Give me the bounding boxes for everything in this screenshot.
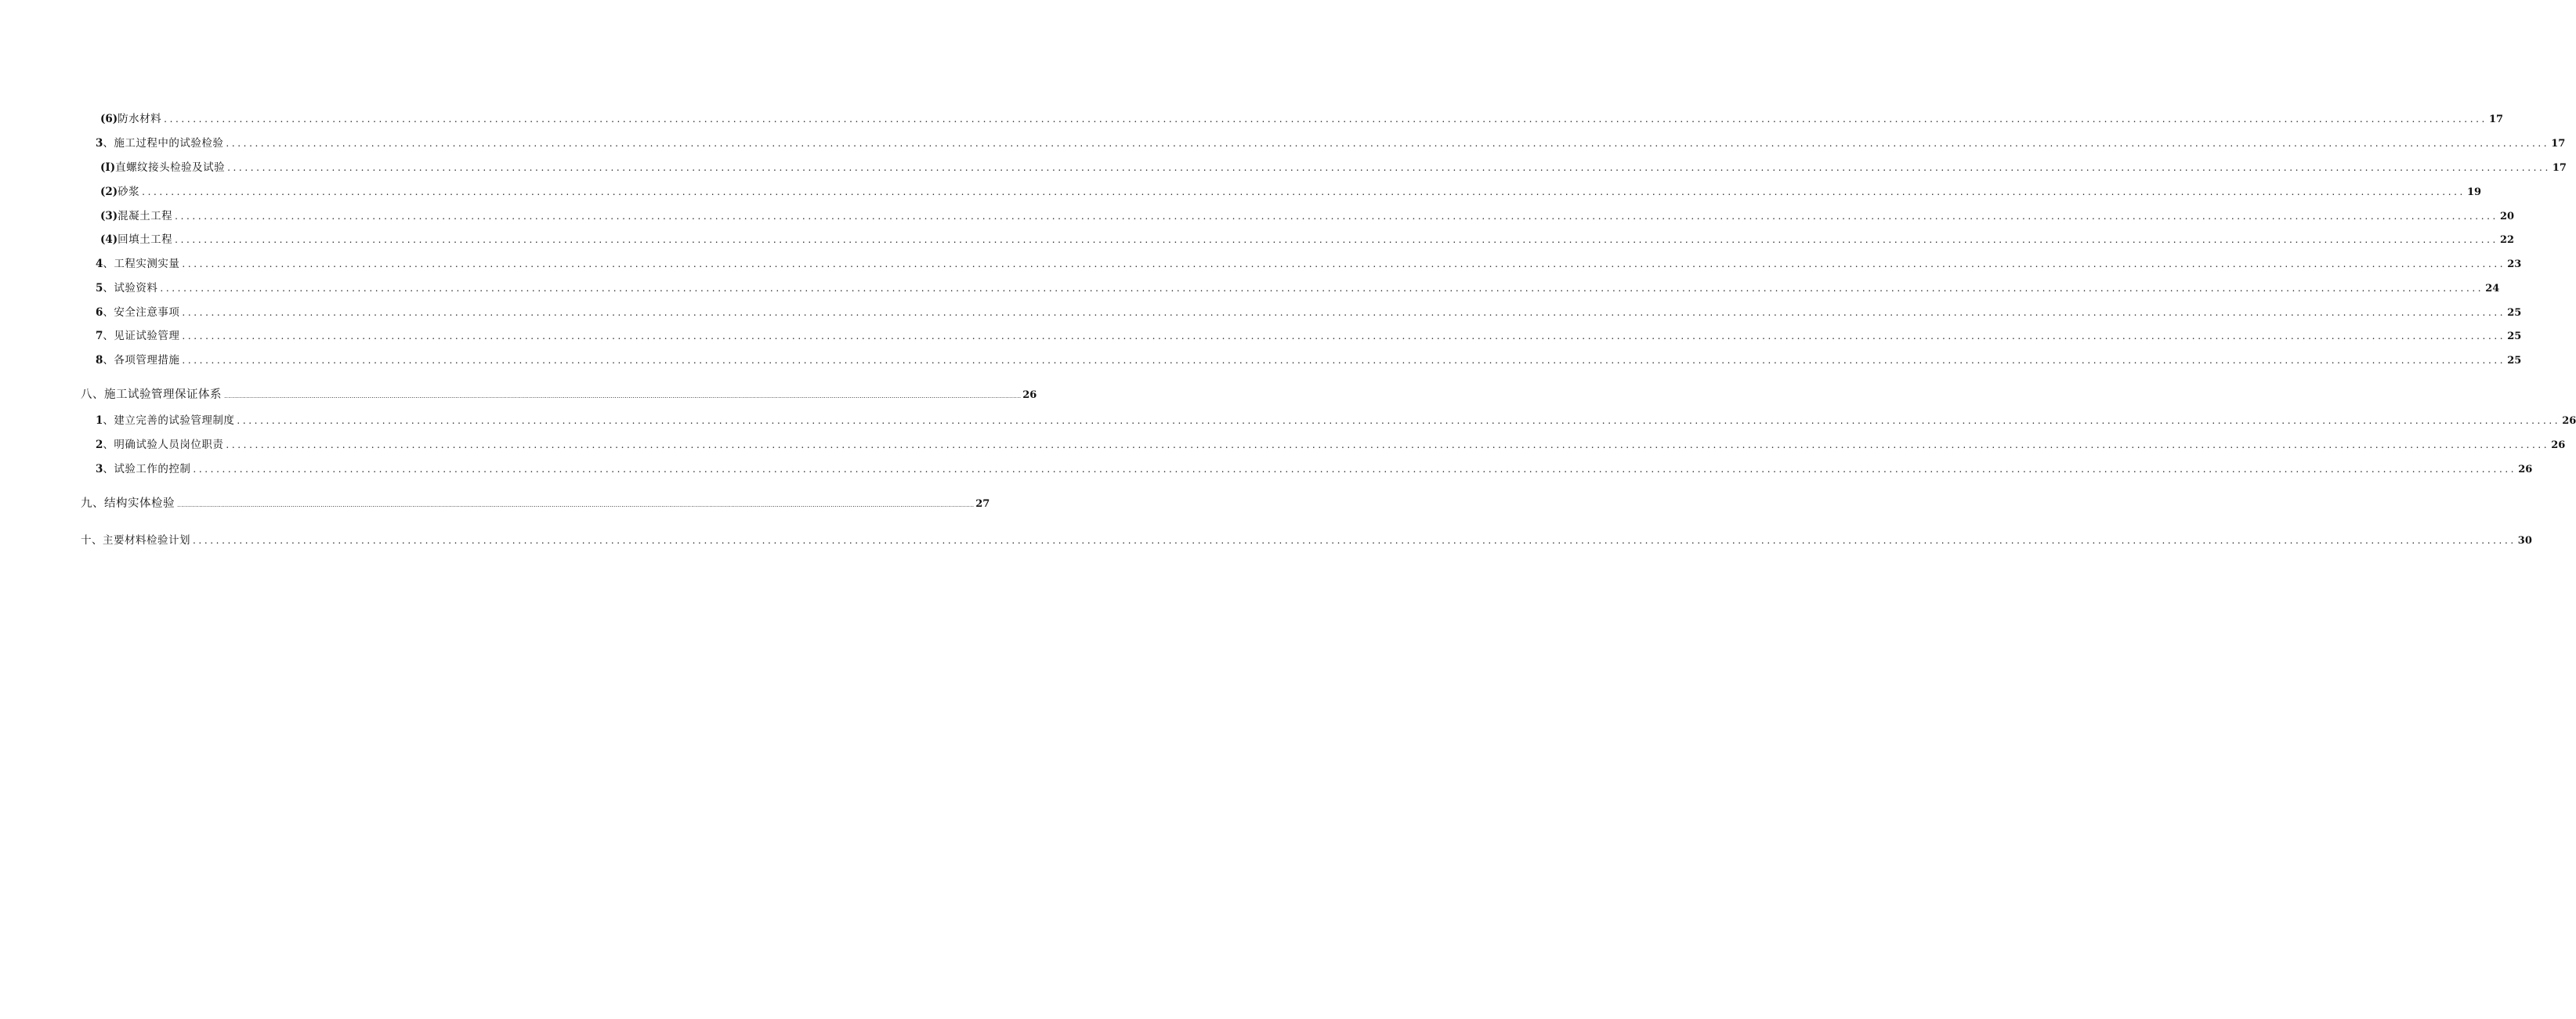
toc-entry-title: 、试验工作的控制: [103, 463, 191, 475]
toc-entry[interactable]: [96, 135, 2566, 152]
toc-entry-page: 30: [2517, 535, 2532, 547]
toc-entry-title: 回填土工程: [118, 233, 173, 246]
toc-entry-number: 3: [96, 137, 103, 150]
toc-entry-number: 6: [96, 306, 103, 319]
toc-entry-page: 26: [2518, 464, 2533, 475]
toc-entry-title: 、工程实测实量: [103, 258, 180, 270]
toc-entry-page: 25: [2507, 307, 2522, 319]
toc-entry-number: (6): [100, 113, 118, 125]
dot-leader: ................................................................................................................................................................................................................................................................................................................................................................................................................: [227, 162, 2551, 173]
toc-entry-number: (4): [100, 233, 118, 246]
dot-leader: ................................................................................................................................................................................................................................................................................................................................................................................................................: [237, 415, 2561, 426]
dot-leader: ................................................................................................................................................................................................................................................................................................................................................................................................................: [182, 307, 2506, 318]
toc-entry[interactable]: [96, 255, 2522, 273]
dot-leader: ................................................................................................................................................................................................................................................................................................................................................................................................................: [160, 283, 2484, 294]
toc-entry-page: 20: [2499, 211, 2515, 222]
toc-entry-page: 17: [2551, 138, 2566, 150]
toc-entry-title: 砂浆: [118, 186, 140, 198]
toc-entry-title: 混凝土工程: [118, 210, 173, 222]
toc-entry[interactable]: [96, 280, 2500, 297]
toc-entry-title: 、各项管理措施: [103, 354, 180, 367]
toc-entry-number: 1: [96, 414, 103, 427]
toc-entry-title: 、建立完善的试验管理制度: [103, 414, 235, 427]
toc-entry-title: 、试验资料: [103, 282, 158, 294]
toc-entry-number: 3: [96, 463, 103, 475]
toc-entry-title: 直螺纹接头检验及试验: [115, 161, 226, 174]
dot-leader: ................................................................................................................................................................................................................................................................................................................................................................................................................: [193, 535, 2516, 546]
toc-chapter-entry[interactable]: [81, 495, 990, 512]
toc-entry-title: 八、施工试验管理保证体系: [81, 388, 222, 401]
toc-entry-title: 、施工过程中的试验检验: [103, 137, 224, 150]
toc-entry[interactable]: [96, 352, 2522, 369]
toc-entry-page: 17: [2552, 162, 2567, 174]
toc-entry-title: 、见证试验管理: [103, 330, 180, 342]
toc-entry-page: 24: [2485, 283, 2500, 294]
toc-chapter-entry[interactable]: [81, 532, 2532, 549]
toc-chapter-entry[interactable]: [81, 386, 1037, 403]
toc-entry-page: 25: [2507, 355, 2522, 367]
dot-leader: ................................................................................................................................................................................................................................................................................................................................................................................................................: [182, 331, 2506, 341]
dot-leader: ................................................................................................................................................................................................................................................................................................................................................................................................................: [193, 464, 2517, 475]
dot-leader: ................................................................................................................................................................................................................................................................................................................................................................................................................: [175, 234, 2498, 245]
toc-entry-page: 27: [975, 498, 990, 510]
toc-entry-number: 8: [96, 354, 103, 367]
dot-leader: ................................................................................................................................................................................................................................................................................................................................................................................................................: [182, 258, 2506, 269]
toc-entry-page: 25: [2507, 331, 2522, 342]
toc-entry-page: 19: [2466, 186, 2482, 198]
dot-leader: ................................................................................................................................................................................................................................................................................................................................................................................................................: [142, 186, 2466, 197]
dot-leader: ................................................................................................................................................................................................................................................................................................................................................................................................................: [182, 355, 2506, 366]
toc-entry-page: 26: [2551, 439, 2566, 451]
toc-entry[interactable]: [96, 304, 2522, 321]
toc-entry[interactable]: [96, 412, 2576, 429]
toc-entry-title: 防水材料: [118, 113, 162, 125]
toc-entry-number: 4: [96, 258, 103, 270]
toc-entry-title: 九、结构实体检验: [81, 497, 175, 510]
dot-leader: ................................................................................................................................................................................................................................................................................................................................................................................................................: [226, 138, 2550, 149]
toc-entry-number: (I): [100, 161, 116, 174]
dot-leader: ................................................................................................................................................................................................................................................................................................................................................................................................................: [164, 114, 2487, 125]
toc-entry[interactable]: [100, 231, 2515, 248]
toc-entry[interactable]: [96, 461, 2533, 478]
toc-entry-title: 、明确试验人员岗位职责: [103, 439, 224, 451]
toc-entry-number: (2): [100, 186, 118, 198]
toc-entry-page: 26: [1022, 389, 1037, 401]
toc-entry[interactable]: [100, 110, 2504, 128]
toc-entry[interactable]: [96, 327, 2522, 345]
toc-entry-title: 、安全注意事项: [103, 306, 180, 319]
dot-leader: ................................................................................................................................................................................................................................................................................................................................................................................................................: [175, 211, 2498, 222]
toc-entry-page: 23: [2507, 258, 2522, 270]
toc-entry-number: 7: [96, 330, 103, 342]
toc-entry-title: 十、主要材料检验计划: [81, 534, 190, 547]
toc-entry[interactable]: [100, 183, 2482, 201]
toc-entry-page: 22: [2499, 234, 2515, 246]
toc-entry-number: 2: [96, 439, 103, 451]
toc-entry[interactable]: [96, 436, 2566, 453]
dot-leader: ................................................................................................................................................................................................................................................................................................................................................................................................................: [224, 392, 1022, 399]
toc-entry[interactable]: [100, 208, 2515, 225]
dot-leader: ................................................................................................................................................................................................................................................................................................................................................................................................................: [177, 501, 975, 508]
toc-entry-page: 17: [2488, 114, 2504, 125]
toc-entry-page: 26: [2562, 415, 2576, 427]
toc-entry[interactable]: [100, 159, 2567, 176]
dot-leader: ................................................................................................................................................................................................................................................................................................................................................................................................................: [226, 439, 2550, 450]
toc-entry-number: (3): [100, 210, 118, 222]
toc-entry-number: 5: [96, 282, 103, 294]
